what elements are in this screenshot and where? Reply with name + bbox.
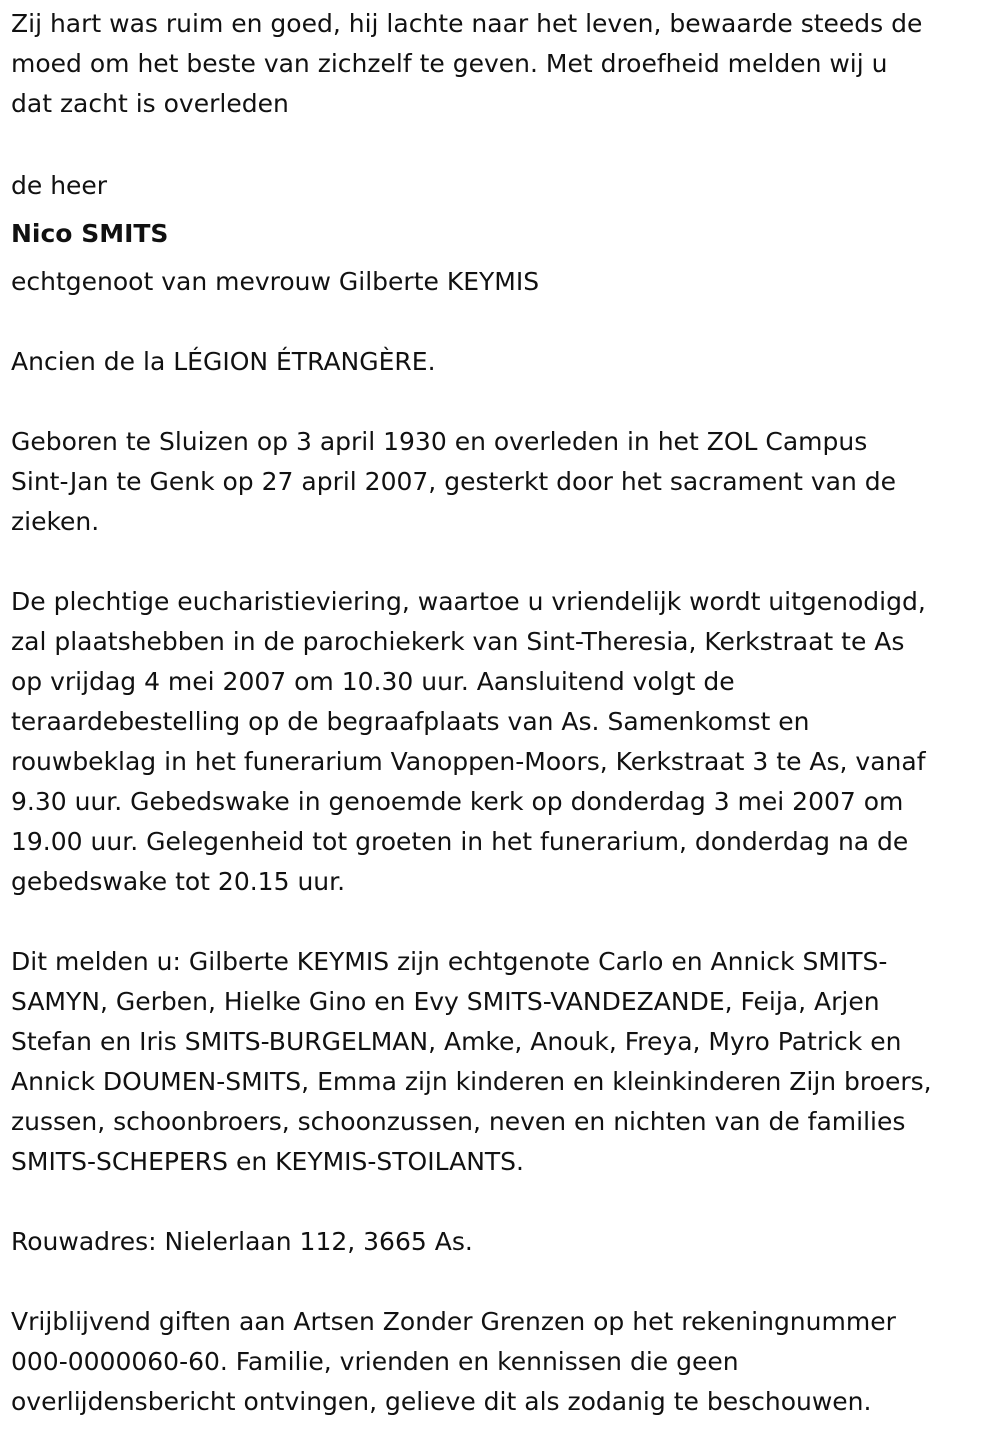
gifts-paragraph <box>11 1302 991 1422</box>
ceremony-line: De plechtige eucharistieviering, waartoe u vriendelijk wordt uitgenodigd, <box>11 587 926 616</box>
family-line: Stefan en Iris SMITS-BURGELMAN, Amke, Anouk, Freya, Myro Patrick en <box>11 1027 902 1056</box>
ceremony-line: gebedswake tot 20.15 uur. <box>11 867 346 896</box>
gifts-line: 000-0000060-60. Familie, vrienden en kennissen die geen <box>11 1347 739 1376</box>
ceremony-paragraph <box>11 582 996 902</box>
family-line: SMITS-SCHEPERS en KEYMIS-STOILANTS. <box>11 1147 525 1176</box>
birth-death-line: Sint-Jan te Genk op 27 april 2007, gesterkt door het sacrament van de <box>11 467 896 496</box>
family-paragraph <box>11 942 991 1182</box>
intro-line: Zij hart was ruim en goed, hij lachte naar het leven, bewaarde steeds de <box>11 9 923 38</box>
gifts-line: overlijdensbericht ontvingen, gelieve dit als zodanig te beschouwen. <box>11 1387 872 1416</box>
ceremony-line: 19.00 uur. Gelegenheid tot groeten in het funerarium, donderdag na de <box>11 827 909 856</box>
birth-death-paragraph <box>11 422 991 542</box>
ceremony-line: 9.30 uur. Gebedswake in genoemde kerk op donderdag 3 mei 2007 om <box>11 787 904 816</box>
spouse-line: echtgenoot van mevrouw Gilberte KEYMIS <box>11 267 540 296</box>
intro-line: moed om het beste van zichzelf te geven. Met droefheid melden wij u <box>11 49 888 78</box>
gifts-line: Vrijblijvend giften aan Artsen Zonder Grenzen op het rekeningnummer <box>11 1307 896 1336</box>
birth-death-line: Geboren te Sluizen op 3 april 1930 en overleden in het ZOL Campus <box>11 427 868 456</box>
intro-paragraph <box>11 4 991 124</box>
intro-line: dat zacht is overleden <box>11 89 289 118</box>
deceased-name: Nico SMITS <box>11 219 169 248</box>
legion-line: Ancien de la LÉGION ÉTRANGÈRE. <box>11 347 436 376</box>
family-line: zussen, schoonbroers, schoonzussen, neven en nichten van de families <box>11 1107 906 1136</box>
ceremony-line: zal plaatshebben in de parochiekerk van Sint-Theresia, Kerkstraat te As <box>11 627 905 656</box>
salutation: de heer <box>11 171 108 200</box>
birth-death-line: zieken. <box>11 507 100 536</box>
family-line: SAMYN, Gerben, Hielke Gino en Evy SMITS-VANDEZANDE, Feija, Arjen <box>11 987 880 1016</box>
ceremony-line: rouwbeklag in het funerarium Vanoppen-Moors, Kerkstraat 3 te As, vanaf <box>11 747 926 776</box>
ceremony-line: teraardebestelling op de begraafplaats van As. Samenkomst en <box>11 707 810 736</box>
family-line: Annick DOUMEN-SMITS, Emma zijn kinderen en kleinkinderen Zijn broers, <box>11 1067 932 1096</box>
family-line: Dit melden u: Gilberte KEYMIS zijn echtgenote Carlo en Annick SMITS- <box>11 947 888 976</box>
mourning-address: Rouwadres: Nielerlaan 112, 3665 As. <box>11 1227 473 1256</box>
ceremony-line: op vrijdag 4 mei 2007 om 10.30 uur. Aansluitend volgt de <box>11 667 735 696</box>
